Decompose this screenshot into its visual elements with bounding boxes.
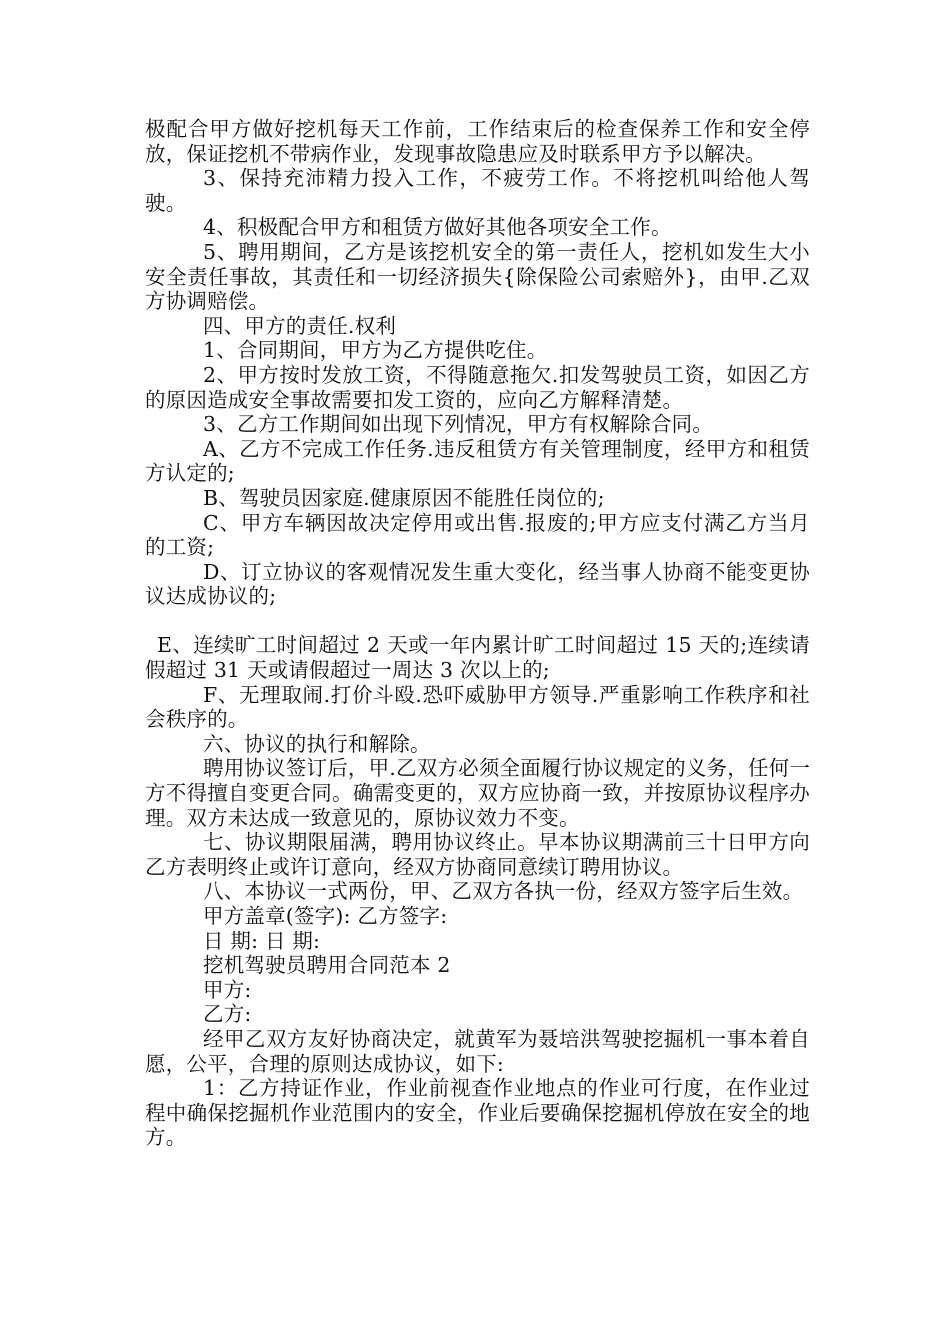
paragraph-item-3: 3、保持充沛精力投入工作，不疲劳工作。不将挖机叫给他人驾驶。 [145, 166, 810, 215]
paragraph-item-4: 4、积极配合甲方和租赁方做好其他各项安全工作。 [203, 215, 672, 240]
clause-a: A、乙方不完成工作任务.违反租赁方有关管理制度，经甲方和租赁方认定的; [145, 436, 810, 486]
paragraph-item-2: 2、甲方按时发放工资，不得随意拖欠.扣发驾驶员工资，如因乙方的原因造成安全事故需要扣发工资的，应向乙方解释清楚。 [145, 362, 810, 412]
contract-title-2: 挖机驾驶员聘用合同范本 2 [203, 953, 451, 978]
party-a-line: 甲方: [203, 977, 252, 1002]
section-heading-6: 六、协议的执行和解除。 [203, 731, 431, 756]
section-heading-7: 七、协议期限届满，聘用协议终止。早本协议期满前三十日甲方向乙方表明终止或许订意向，经双方协商同意续订聘用协议。 [145, 830, 810, 879]
clause-c: C、甲方车辆因故决定停用或出售.报废的;甲方应支付满乙方当月的工资; [145, 510, 810, 560]
date-line: 日 期: 日 期: [203, 928, 321, 953]
paragraph-item-3b: 3、乙方工作期间如出现下列情况，甲方有权解除合同。 [203, 412, 714, 437]
paragraph-intro: 经甲乙双方友好协商决定，就黄军为聂培洪驾驶挖掘机一事本着自愿，公平，合理的原则达成协议，如下: [145, 1026, 810, 1076]
section-heading-8: 八、本协议一式两份，甲、乙双方各执一份，经双方签字后生效。 [203, 879, 804, 904]
document-body [145, 117, 810, 1150]
clause-e: E、连续旷工时间超过 2 天或一年内累计旷工时间超过 15 天的;连续请假超过 31 天或请假超过一周达 3 次以上的; [145, 633, 810, 683]
clause-b: B、驾驶员因家庭.健康原因不能胜任岗位的; [203, 485, 605, 510]
paragraph-item-5: 5、聘用期间，乙方是该挖机安全的第一责任人，挖机如发生大小安全责任事故，其责任和一切经济损失{除保险公司索赔外}，由甲.乙双方协调赔偿。 [145, 239, 810, 314]
party-b-line: 乙方: [203, 1002, 252, 1027]
paragraph-clause-1: 1：乙方持证作业，作业前视查作业地点的作业可行度，在作业过程中确保挖掘机作业范围内的安全，作业后要确保挖掘机停放在安全的地方。 [145, 1076, 810, 1150]
clause-d: D、订立协议的客观情况发生重大变化，经当事人协商不能变更协议达成协议的; [145, 559, 810, 609]
section-heading-4: 四、甲方的责任.权利 [203, 313, 397, 338]
clause-f: F、无理取闹.打价斗殴.恐吓威胁甲方领导.严重影响工作秩序和社会秩序的。 [145, 682, 810, 732]
paragraph-item-1: 1、合同期间，甲方为乙方提供吃住。 [203, 338, 548, 363]
paragraph-continuation: 极配合甲方做好挖机每天工作前，工作结束后的检查保养工作和安全停放，保证挖机不带病作业，发现事故隐患应及时联系甲方予以解决。 [145, 117, 810, 166]
signature-line: 甲方盖章(签字): 乙方签字: [203, 904, 448, 928]
blank-line [145, 609, 810, 634]
paragraph-execution: 聘用协议签订后，甲.乙双方必须全面履行协议规定的义务，任何一方不得擅自变更合同。确需变更的，双方应协商一致，并按原协议程序办理。双方未达成一致意见的，原协议效力不变。 [145, 756, 811, 830]
